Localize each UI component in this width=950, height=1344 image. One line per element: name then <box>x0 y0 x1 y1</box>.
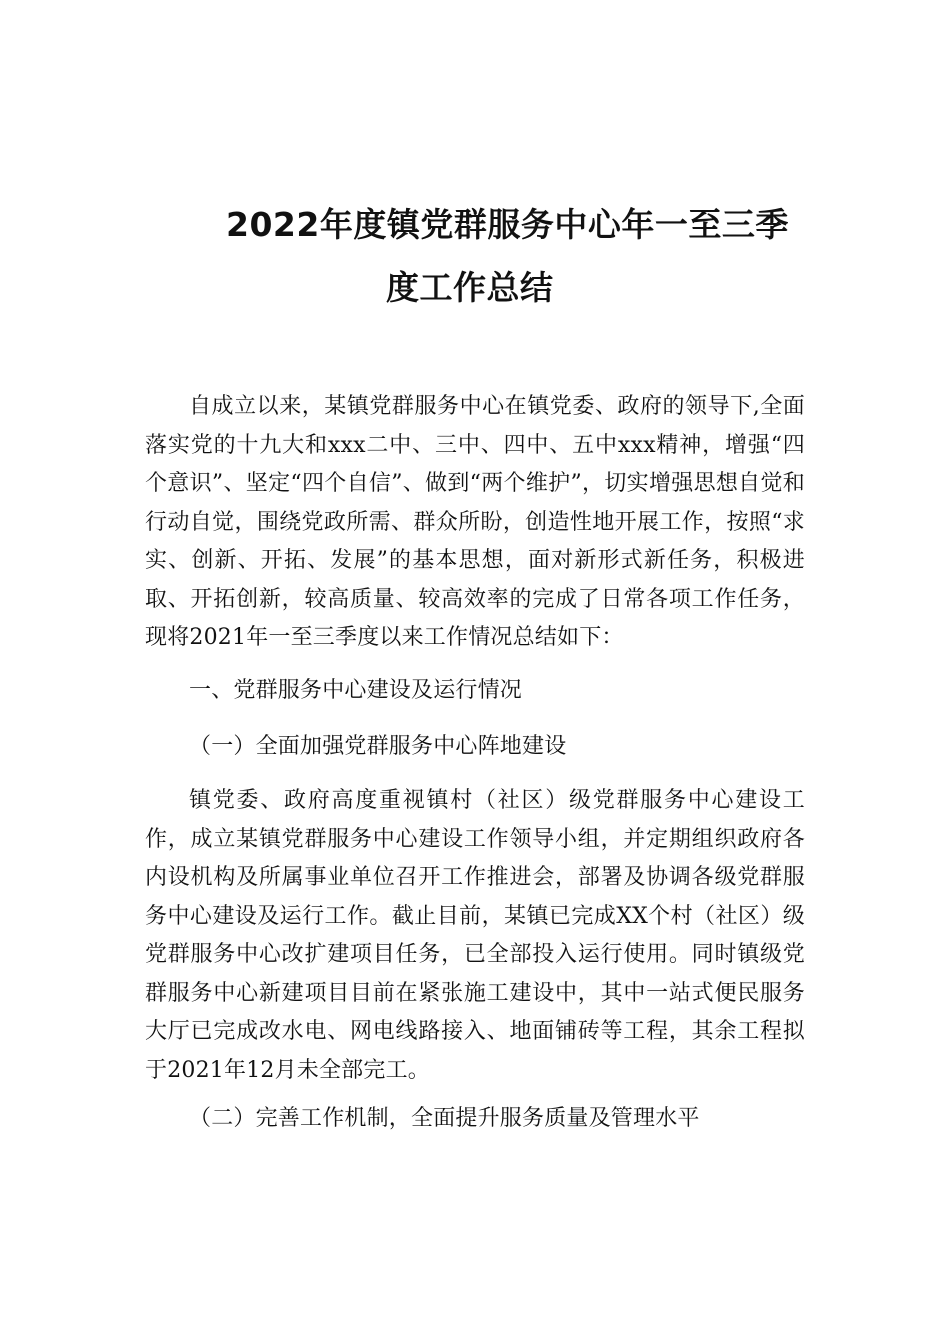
body-paragraph: 镇党委、政府高度重视镇村（社区）级党群服务中心建设工作，成立某镇党群服务中心建设工作领导小组，并定期组织政府各内设机构及所属事业单位召开工作推进会，部署及协调各级党群服务中心建设及运行工作。截止目前，某镇已完成XX个村（社区）级党群服务中心改扩建项目任务，已全部投入运行使用。同时镇级党群服务中心新建项目目前在紧张施工建设中，其中一站式便民服务大厅已完成改水电、网电线路接入、地面铺砖等工程，其余工程拟于2021年12月未全部完工。 <box>145 788 805 1083</box>
section-heading: 一、党群服务中心建设及运行情况 <box>189 678 523 703</box>
document-title-line1: 2022年度镇党群服务中心年一至三季 <box>226 205 789 244</box>
intro-paragraph: 自成立以来，某镇党群服务中心在镇党委、政府的领导下,全面落实党的十九大和xxx二中、三中、四中、五中xxx精神，增强“四个意识”、坚定“四个自信”、做到“两个维护”，切实增强思想自觉和行动自觉，围绕党政所需、群众所盼，创造性地开展工作，按照“求实、创新、开拓、发展”的基本思想，面对新形式新任务，积极进取、开拓创新，较高质量、较高效率的完成了日常各项工作任务，现将2021年一至三季度以来工作情况总结如下： <box>145 394 805 650</box>
document-title-line2: 度工作总结 <box>386 268 554 307</box>
subsection-heading: （二）完善工作机制，全面提升服务质量及管理水平 <box>189 1106 700 1131</box>
subsection-heading: （一）全面加强党群服务中心阵地建设 <box>189 734 567 759</box>
